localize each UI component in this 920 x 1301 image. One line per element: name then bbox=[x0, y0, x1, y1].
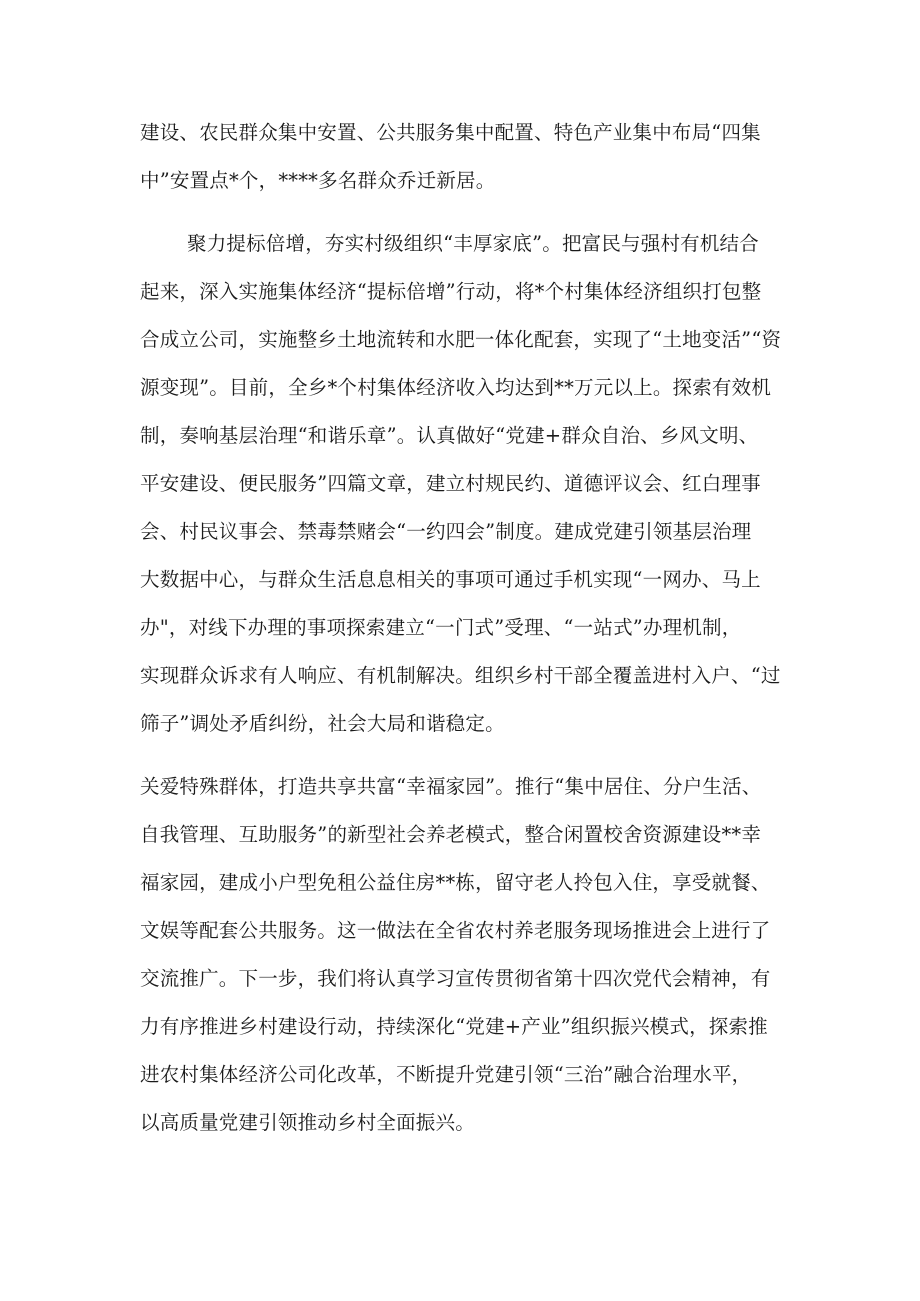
text-line: 交流推广。下一步，我们将认真学习宣传贯彻省第十四次党代会精神，有 bbox=[140, 967, 771, 990]
text-line: 力有序推进乡村建设行动，持续深化“党建+产业”组织振兴模式，探索推 bbox=[140, 1015, 768, 1038]
text-line: 文娱等配套公共服务。这一做法在全省农村养老服务现场推进会上进行了 bbox=[140, 919, 771, 942]
text-line: 筛子”调处矛盾纠纷，社会大局和谐稳定。 bbox=[140, 712, 505, 735]
text-line: 源变现”。目前，全乡*个村集体经济收入均达到**万元以上。探索有效机 bbox=[140, 376, 772, 399]
text-line: 进农村集体经济公司化改革，不断提升党建引领“三治”融合治理水平， bbox=[140, 1063, 752, 1086]
text-line: 合成立公司，实施整乡土地流转和水肥一体化配套，实现了“土地变活”“资 bbox=[140, 328, 782, 351]
text-line: 建设、农民群众集中安置、公共服务集中配置、特色产业集中布局“四集 bbox=[140, 121, 761, 144]
text-line: 起来，深入实施集体经济“提标倍增”行动，将*个村集体经济组织打包整 bbox=[140, 280, 762, 303]
text-line: 关爱特殊群体，打造共享共富“幸福家园”。推行“集中居住、分户生活、 bbox=[140, 775, 762, 798]
text-line: 中”安置点*个，****多名群众乔迁新居。 bbox=[140, 169, 496, 192]
text-line: 大数据中心，与群众生活息息相关的事项可通过手机实现“一网办、马上 bbox=[140, 568, 761, 591]
text-line: 实现群众诉求有人响应、有机制解决。组织乡村干部全覆盖进村入户、“过 bbox=[140, 664, 781, 687]
text-line: 自我管理、互助服务”的新型社会养老模式，整合闲置校舍资源建设**幸 bbox=[140, 823, 762, 846]
text-line: 以高质量党建引领推动乡村全面振兴。 bbox=[140, 1111, 475, 1134]
text-line: 福家园，建成小户型免租公益住房**栋，留守老人拎包入住，享受就餐、 bbox=[140, 871, 771, 894]
text-line: 办"，对线下办理的事项探索建立“一门式”受理、“一站式”办理机制， bbox=[140, 616, 742, 639]
text-line: 平安建设、便民服务”四篇文章，建立村规民约、道德评议会、红白理事 bbox=[140, 472, 761, 495]
text-line: 会、村民议事会、禁毒禁赌会“一约四会”制度。建成党建引领基层治理 bbox=[140, 520, 752, 543]
text-line: 制，奏响基层治理“和谐乐章”。认真做好“党建+群众自治、乡风文明、 bbox=[140, 424, 759, 447]
text-line: 聚力提标倍增，夯实村级组织“丰厚家底”。把富民与强村有机结合 bbox=[187, 232, 759, 255]
